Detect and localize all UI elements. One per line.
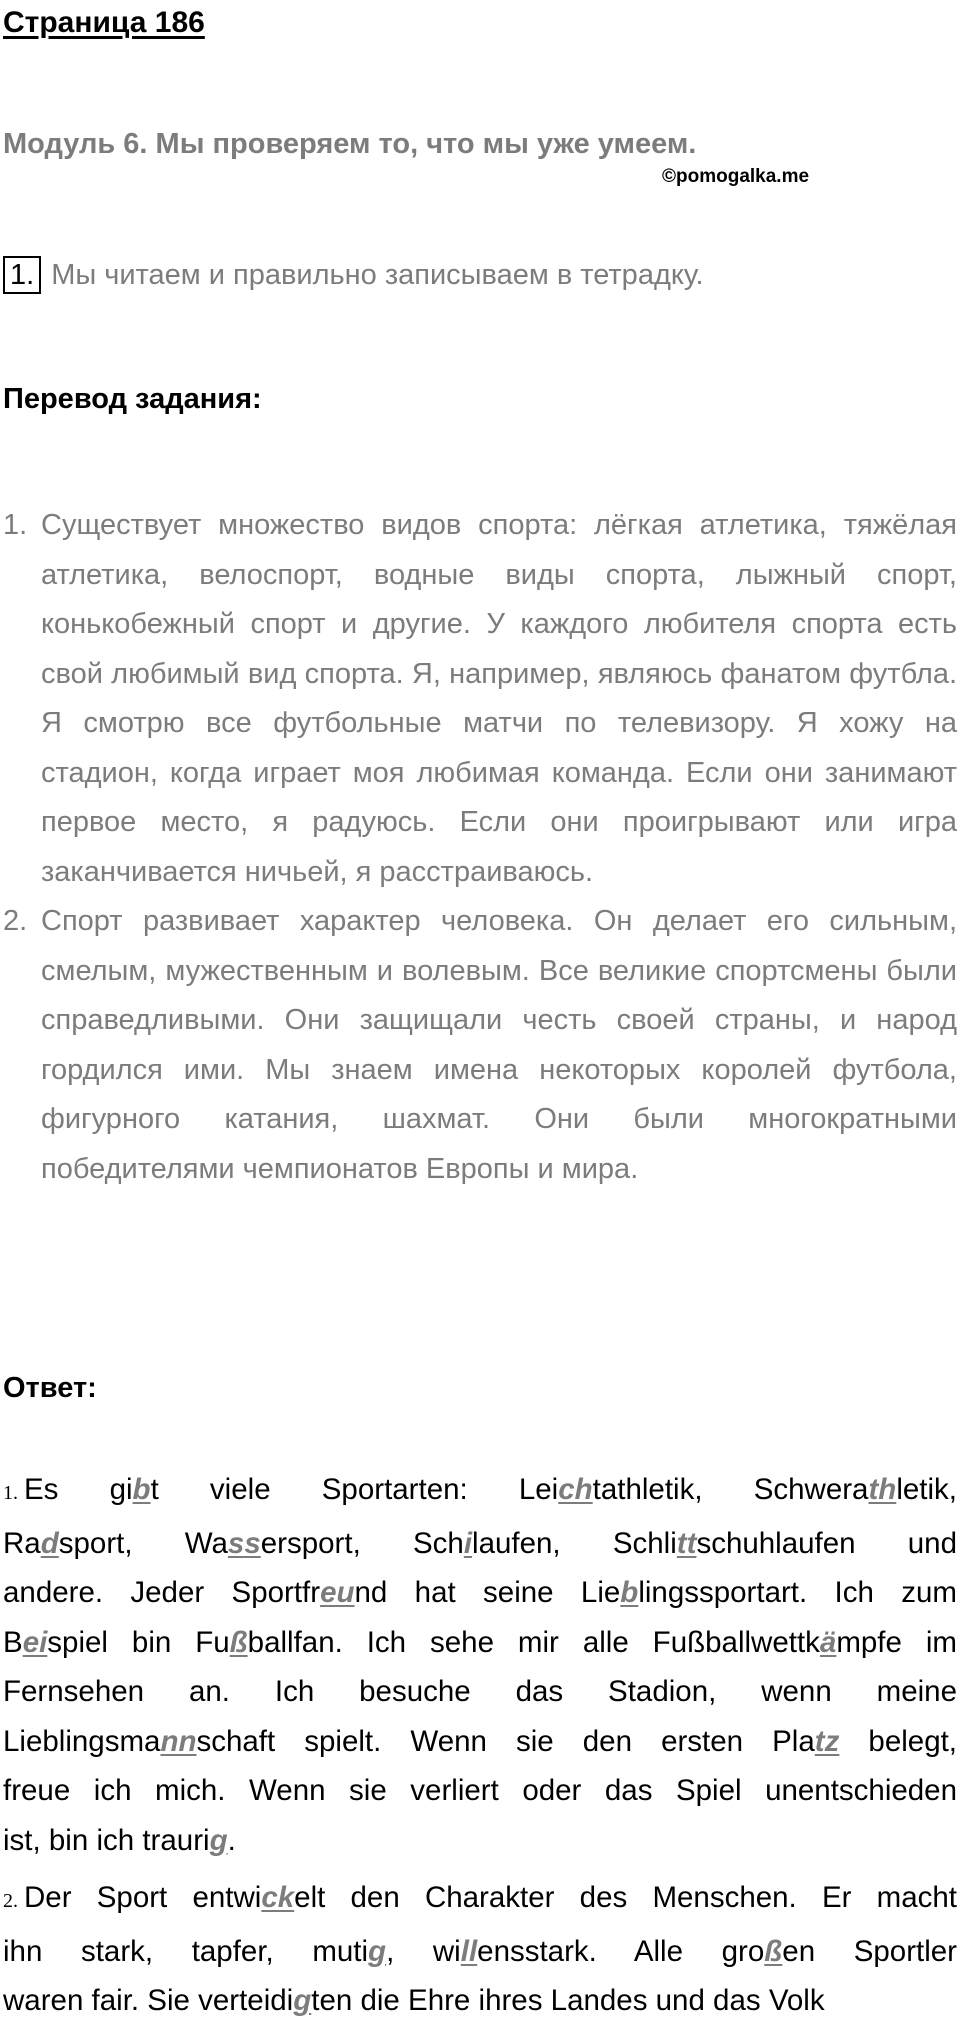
inserted-letters: ch <box>558 1473 593 1506</box>
inserted-letters: d <box>40 1526 59 1560</box>
answer-list <box>3 1465 957 2026</box>
page-title: Страница 186 <box>3 6 205 39</box>
answer-line <box>3 1618 957 1668</box>
answer-text: schaft spielt. Wenn sie den ersten Pla <box>196 1724 815 1758</box>
task-number-box: 1. <box>3 256 41 294</box>
watermark: ©pomogalka.me <box>662 166 810 187</box>
answer-line <box>3 1717 957 1767</box>
answer-text: waren fair. Sie verteidi <box>3 1984 294 2017</box>
inserted-letters: nn <box>160 1724 197 1758</box>
inserted-letters: ß <box>229 1625 248 1659</box>
inserted-letters: ll <box>460 1934 478 1968</box>
answer-text: belegt, <box>839 1724 957 1758</box>
answer-text: , wi <box>386 1934 461 1968</box>
inserted-letters: g <box>293 1984 312 2017</box>
list-item-number: 2. <box>3 905 28 937</box>
answer-text: lingssportart. Ich zum <box>638 1576 957 1609</box>
answer-text: elt den Charakter des Menschen. Er macht <box>294 1881 957 1914</box>
inserted-letters: ei <box>22 1625 48 1659</box>
list-item-text: Спорт развивает характер человека. Он делает его сильным, смелым, мужественным и волевым. Все великие спортсмены были справедливыми. Они защищали честь своей страны, и народ гордился ими. Мы знаем имена некоторых королей футбола, фигурного катания, шахмат. Они были многократными победителями чемпионатов Европы и мира. <box>41 905 957 1185</box>
answer-text: tathletik, Schwera <box>592 1473 869 1506</box>
answer-text: . <box>227 1823 236 1857</box>
inserted-letters: i <box>463 1526 473 1560</box>
answer-item <box>3 1873 957 2026</box>
inserted-letters: ss <box>227 1526 261 1560</box>
translation-heading: Перевод задания: <box>3 383 262 415</box>
answer-text: ersport, Sch <box>260 1526 464 1560</box>
answer-text: freue ich mich. Wenn sie verliert oder das Spiel unentschieden <box>3 1774 957 1807</box>
answer-text: t viele Sportarten: Lei <box>150 1473 559 1506</box>
list-item <box>0 897 957 1194</box>
answer-line <box>3 1766 957 1816</box>
inserted-letters: ß <box>764 1934 783 1968</box>
answer-text: Fernsehen an. Ich besuche das Stadion, wenn meine <box>3 1675 957 1708</box>
answer-line <box>3 1816 957 1866</box>
answer-text: Der Sport entwi <box>24 1881 262 1914</box>
answer-text: schuhlaufen und <box>696 1526 957 1560</box>
inserted-letters: g <box>368 1934 387 1968</box>
task-text: Мы читаем и правильно записываем в тетрадку. <box>51 258 704 291</box>
answer-line <box>3 1976 957 2026</box>
answer-line <box>3 1519 957 1569</box>
answer-text: ihn stark, tapfer, muti <box>3 1934 369 1968</box>
inserted-letters: tt <box>676 1526 697 1560</box>
answer-text: B <box>3 1625 23 1659</box>
answer-text: ensstark. Alle gro <box>477 1934 765 1968</box>
answer-text: letik, <box>896 1473 957 1506</box>
answer-item-number: 2. <box>3 1890 18 1912</box>
inserted-letters: g <box>209 1823 228 1857</box>
list-item-text: Существует множество видов спорта: лёгкая атлетика, тяжёлая атлетика, велоспорт, водные виды спорта, лыжный спорт, конькобежный спорт и другие. У каждого любителя спорта есть свой любимый вид спорта. Я, например, являюсь фанатом футбла. Я смотрю все футбольные матчи по телевизору. Я хожу на стадион, когда играет моя любимая команда. Если они занимают первое место, я радуюсь. Если они проигрывают или игра заканчивается ничьей, я расстраиваюсь. <box>41 509 957 888</box>
inserted-letters: ä <box>819 1625 837 1659</box>
answer-text: sport, Wa <box>58 1526 228 1560</box>
inserted-letters: tz <box>814 1724 840 1758</box>
answer-text: en Sportler <box>782 1934 958 1968</box>
answer-text: Lieblingsma <box>3 1724 161 1758</box>
answer-text: ten die Ehre ihres Landes und das Volk <box>311 1984 825 2017</box>
translation-list <box>0 501 957 1194</box>
answer-text: andere. Jeder Sportfr <box>3 1576 321 1609</box>
inserted-letters: ck <box>261 1881 295 1914</box>
answer-line <box>3 1465 957 1519</box>
answer-text: Es gi <box>24 1473 133 1506</box>
list-item <box>0 501 957 897</box>
inserted-letters: eu <box>320 1576 355 1609</box>
answer-text: mpfe im <box>836 1625 957 1659</box>
answer-item <box>3 1465 957 1865</box>
answer-text: Ra <box>3 1526 41 1560</box>
task-statement <box>3 256 704 294</box>
module-title: Модуль 6. Мы проверяем то, что мы уже умеем. <box>3 128 697 160</box>
answer-text: ballfan. Ich sehe mir alle Fußballwettk <box>247 1625 820 1659</box>
answer-heading: Ответ: <box>3 1372 97 1404</box>
answer-line <box>3 1873 957 1927</box>
answer-line <box>3 1927 957 1977</box>
inserted-letters: b <box>620 1576 639 1609</box>
answer-text: nd hat seine Lie <box>354 1576 621 1609</box>
inserted-letters: b <box>132 1473 151 1506</box>
answer-item-number: 1. <box>3 1482 18 1504</box>
answer-text: laufen, Schli <box>472 1526 677 1560</box>
answer-text: ist, bin ich trauri <box>3 1823 210 1857</box>
answer-line <box>3 1568 957 1618</box>
answer-text: spiel bin Fu <box>47 1625 230 1659</box>
inserted-letters: th <box>868 1473 897 1506</box>
answer-line <box>3 1667 957 1717</box>
list-item-number: 1. <box>3 509 28 541</box>
